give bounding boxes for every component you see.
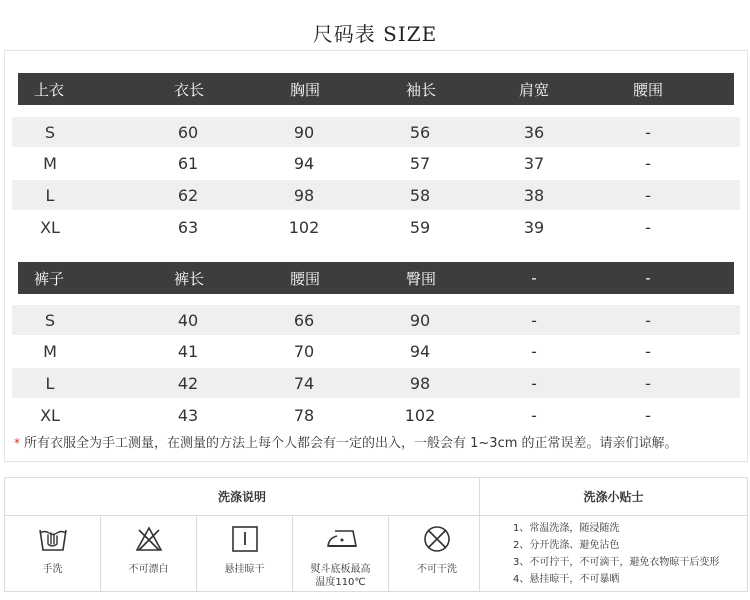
tops-header-cell: 胸围 (289, 80, 320, 99)
care-label (293, 563, 388, 589)
table-cell: - (645, 185, 651, 205)
table-row (12, 148, 740, 178)
table-cell: 42 (177, 373, 199, 393)
care-tip: 4、悬挂晾干，不可暴晒 (513, 574, 620, 585)
table-cell: 39 (523, 217, 545, 237)
hand-wash-icon (37, 524, 69, 554)
table-cell: - (531, 373, 537, 393)
care-item-hand-wash (5, 516, 101, 591)
table-cell: 57 (409, 153, 431, 173)
hang-dry-icon (229, 524, 261, 554)
table-row (12, 368, 740, 398)
no-dry-clean-icon (421, 524, 453, 554)
table-cell: 102 (288, 217, 320, 237)
table-row (12, 212, 740, 242)
care-label: 悬挂晾干 (224, 564, 265, 575)
table-row (12, 180, 740, 210)
table-cell: - (645, 122, 651, 142)
care-item-iron (293, 516, 389, 591)
pants-header-cell: - (531, 269, 537, 287)
care-item-no-dry-clean (389, 516, 485, 591)
tops-header-cell: 袖长 (405, 80, 436, 99)
care-label: 手洗 (42, 564, 63, 575)
table-cell: - (645, 217, 651, 237)
table-cell: - (645, 373, 651, 393)
pants-header-cell: 臀围 (405, 269, 436, 288)
table-cell: 56 (409, 122, 431, 142)
table-cell: 70 (293, 341, 315, 361)
table-cell: S (44, 310, 56, 330)
table-cell: 38 (523, 185, 545, 205)
tops-header-cell: 上衣 (34, 80, 65, 99)
care-item-no-bleach (101, 516, 197, 591)
table-cell: 62 (177, 185, 199, 205)
care-tips-list (513, 520, 719, 588)
table-cell: 98 (293, 185, 315, 205)
table-cell: - (531, 310, 537, 330)
table-cell: XL (40, 405, 60, 425)
table-cell: 66 (293, 310, 315, 330)
table-cell: M (43, 341, 57, 361)
care-tips-title: 洗涤小贴士 (480, 478, 747, 516)
pants-header-cell: 裤长 (173, 269, 204, 288)
table-cell: 90 (293, 122, 315, 142)
table-cell: S (44, 122, 56, 142)
pants-header-cell: 腰围 (289, 269, 320, 288)
table-row (12, 117, 740, 147)
measurement-note (14, 432, 678, 451)
table-cell: 94 (293, 153, 315, 173)
table-cell: 61 (177, 153, 199, 173)
tops-header-row (18, 73, 734, 105)
note-text: 所有衣服全为手工测量，在测量的方法上每个人都会有一定的出入，一般会有 1~3cm 的正常误差。请亲们谅解。 (24, 436, 678, 451)
table-cell: 40 (177, 310, 199, 330)
table-cell: L (45, 185, 55, 205)
table-cell: XL (40, 217, 60, 237)
pants-header-row (18, 262, 734, 294)
table-cell: M (43, 153, 57, 173)
tops-header-cell: 肩宽 (518, 80, 549, 99)
care-tip: 2、分开洗涤、避免沾色 (513, 540, 620, 551)
table-cell: 98 (409, 373, 431, 393)
care-tip: 3、不可拧干，不可滴干，避免衣物晾干后变形 (513, 557, 720, 568)
no-bleach-icon (133, 524, 165, 554)
table-cell: L (45, 373, 55, 393)
care-label: 不可漂白 (128, 564, 169, 575)
care-label-line2: 温度110℃ (315, 577, 366, 588)
table-cell: - (531, 341, 537, 361)
table-cell: 94 (409, 341, 431, 361)
table-cell: 63 (177, 217, 199, 237)
iron-icon (325, 524, 361, 554)
table-cell: 102 (404, 405, 436, 425)
table-cell: 41 (177, 341, 199, 361)
table-cell: 43 (177, 405, 199, 425)
table-cell: 37 (523, 153, 545, 173)
table-cell: - (645, 341, 651, 361)
table-row (12, 305, 740, 335)
care-panel (4, 477, 748, 592)
tops-header-cell: 衣长 (173, 80, 204, 99)
title-cn: 尺码表 (312, 22, 376, 46)
care-instructions-title: 洗涤说明 (5, 478, 479, 516)
table-cell: 78 (293, 405, 315, 425)
table-row (12, 336, 740, 366)
table-row (12, 400, 740, 430)
table-cell: 36 (523, 122, 545, 142)
note-star: * (14, 436, 20, 450)
table-cell: 59 (409, 217, 431, 237)
table-cell: - (645, 153, 651, 173)
table-cell: - (531, 405, 537, 425)
care-label: 不可干洗 (417, 564, 457, 575)
care-tip: 1、常温洗涤，随浸随洗 (513, 523, 620, 534)
table-cell: 60 (177, 122, 199, 142)
table-cell: 58 (409, 185, 431, 205)
care-label-line1: 熨斗底板最高 (310, 564, 371, 575)
pants-header-cell: 裤子 (34, 269, 65, 288)
table-cell: - (645, 405, 651, 425)
tops-header-cell: 腰围 (632, 80, 663, 99)
table-cell: - (645, 310, 651, 330)
table-cell: 90 (409, 310, 431, 330)
title-en: SIZE (383, 22, 438, 46)
table-cell: 74 (293, 373, 315, 393)
page-title (0, 18, 750, 47)
pants-header-cell: - (645, 269, 651, 287)
care-item-hang-dry (197, 516, 293, 591)
